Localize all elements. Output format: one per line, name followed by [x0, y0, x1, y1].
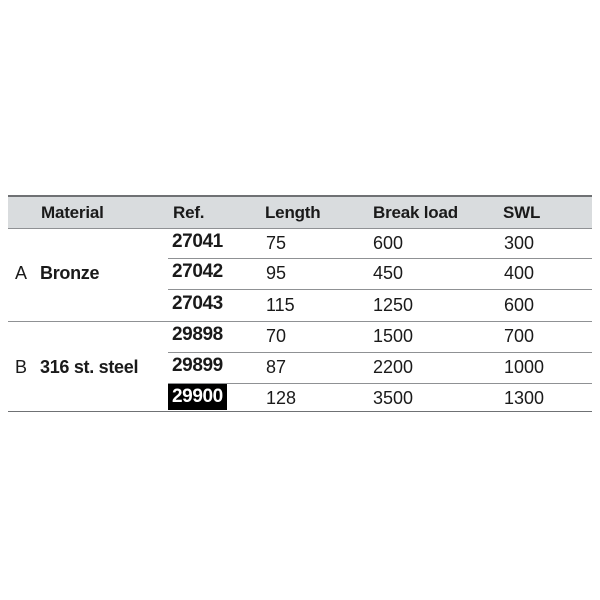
break-load-cell: 3500 — [373, 388, 414, 408]
table-header-row — [8, 195, 592, 229]
row-divider — [168, 289, 592, 290]
group-letter: A — [15, 263, 28, 283]
swl-cell: 1000 — [504, 357, 545, 377]
row-divider — [168, 383, 592, 384]
swl-cell: 400 — [504, 263, 535, 283]
group-letter: B — [15, 357, 28, 377]
ref-cell: 29898 — [172, 324, 223, 345]
length-cell: 115 — [266, 295, 295, 315]
break-load-cell: 1250 — [373, 295, 414, 315]
row-divider — [168, 258, 592, 259]
length-cell: 128 — [266, 388, 297, 408]
swl-cell: 1300 — [504, 388, 545, 408]
header-break-load: Break load — [373, 203, 458, 222]
swl-cell: 300 — [504, 233, 535, 253]
header-material: Material — [41, 203, 104, 222]
table-bottom-rule — [8, 411, 592, 412]
length-cell: 75 — [266, 233, 287, 253]
ref-cell: 29899 — [172, 355, 223, 376]
group-material: 316 st. steel — [40, 357, 139, 377]
length-cell: 95 — [266, 263, 287, 283]
spec-table — [8, 195, 592, 412]
header-length: Length — [265, 203, 321, 222]
ref-cell-highlighted: 29900 — [168, 384, 227, 410]
ref-cell: 27043 — [172, 293, 223, 314]
ref-cell: 27042 — [172, 261, 223, 282]
length-cell: 70 — [266, 326, 287, 346]
break-load-cell: 450 — [373, 263, 404, 283]
header-swl: SWL — [503, 203, 541, 222]
length-cell: 87 — [266, 357, 287, 377]
header-ref: Ref. — [173, 203, 205, 222]
break-load-cell: 1500 — [373, 326, 414, 346]
break-load-cell: 600 — [373, 233, 404, 253]
ref-cell: 27041 — [172, 231, 223, 252]
swl-cell: 600 — [504, 295, 535, 315]
row-divider — [168, 352, 592, 353]
group-divider — [8, 321, 592, 322]
group-material: Bronze — [40, 263, 100, 283]
swl-cell: 700 — [504, 326, 535, 346]
break-load-cell: 2200 — [373, 357, 414, 377]
